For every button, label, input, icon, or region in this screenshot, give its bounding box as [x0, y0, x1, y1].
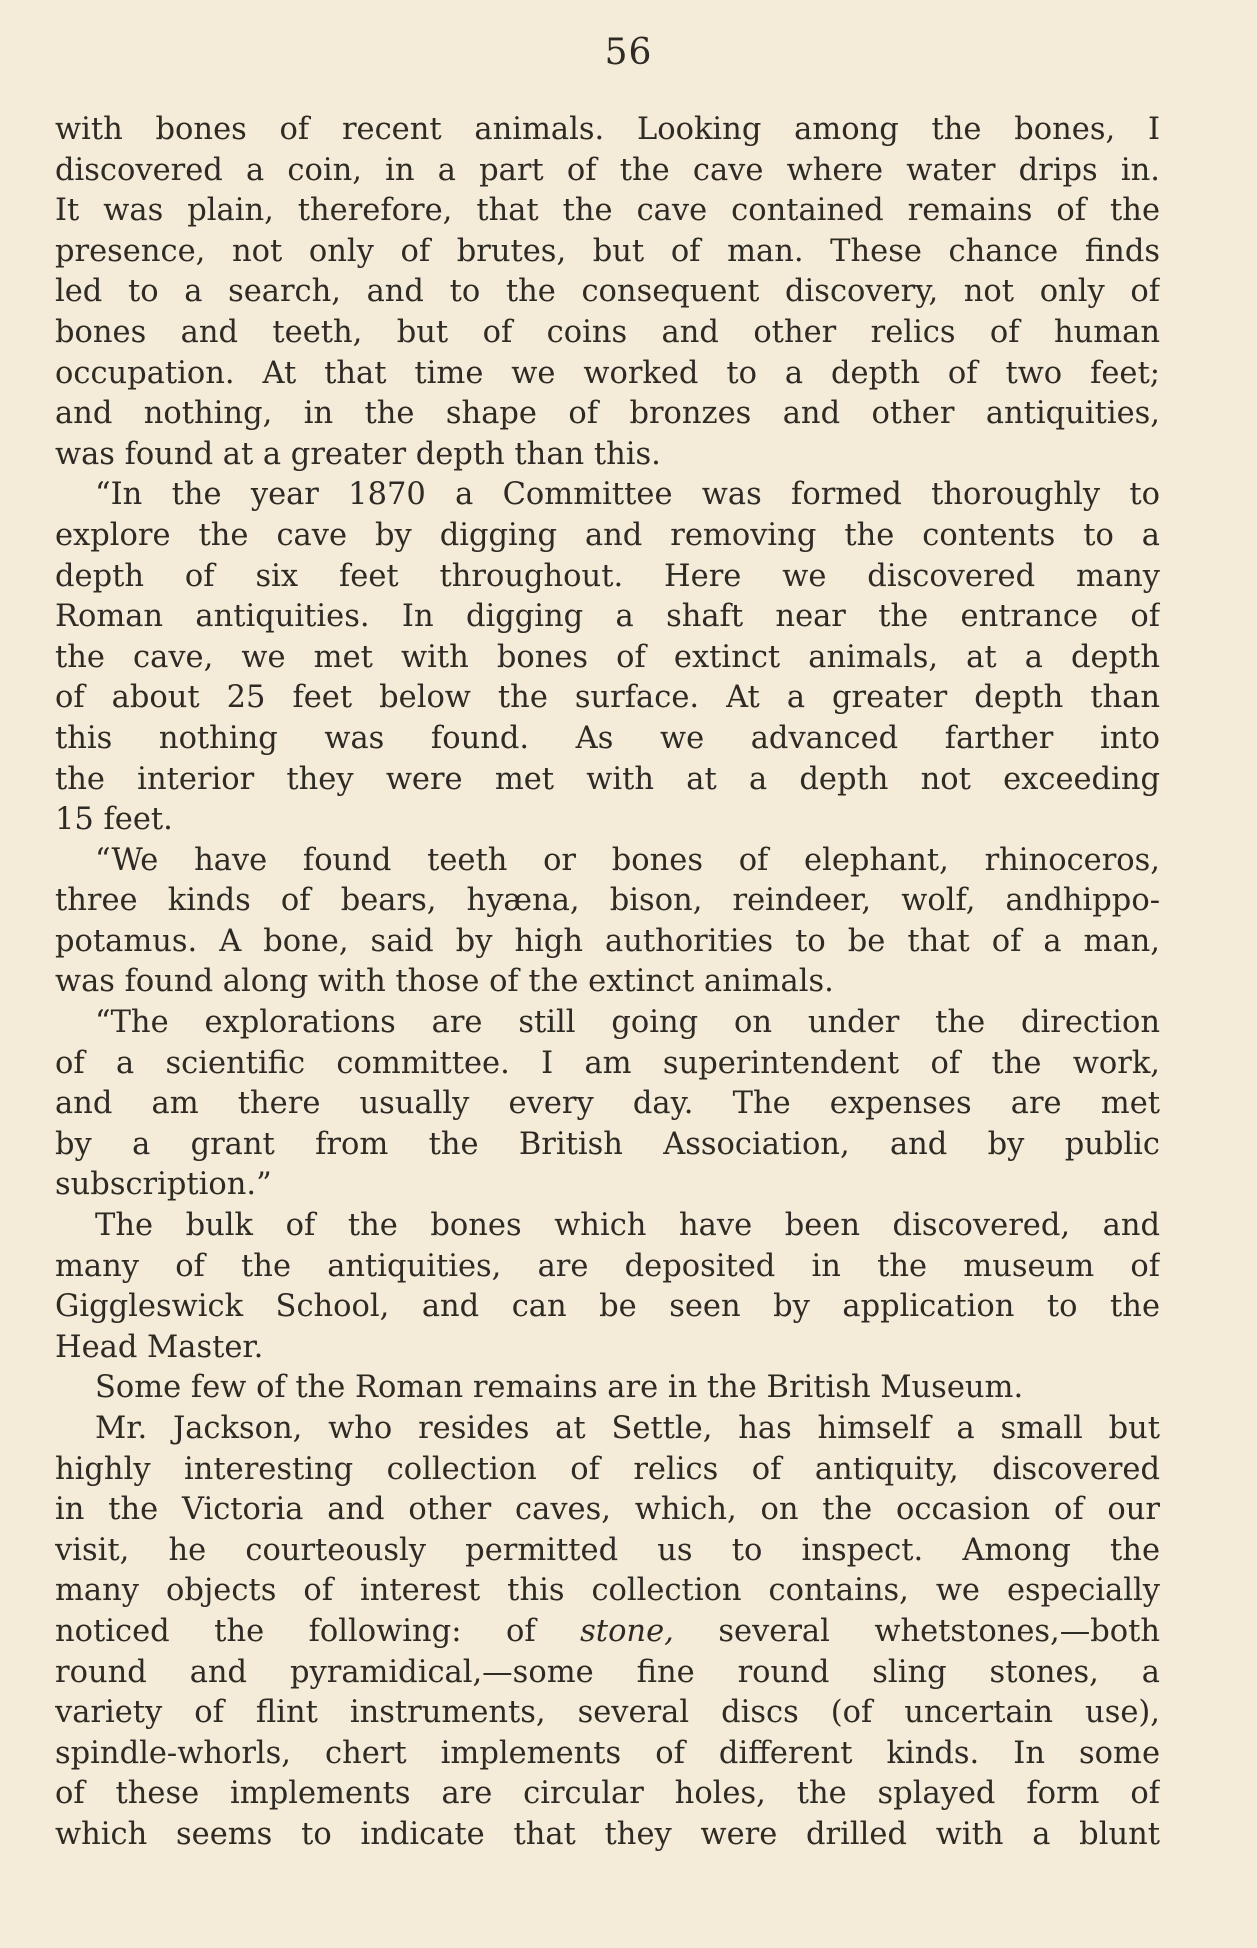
text-line: “In the year 1870 a Committee was formed thoroughly to: [95, 477, 1160, 513]
text-line: highly interesting collection of relics of antiquity, discovered: [55, 1451, 1160, 1487]
body-text: [55, 110, 1160, 1856]
text-line: “We have found teeth or bones of elephant, rhinoceros,: [95, 842, 1160, 878]
text-line: Roman antiquities. In digging a shaft near the entrance of: [55, 599, 1160, 635]
page-number: 56: [604, 32, 653, 73]
text-line: It was plain, therefore, that the cave contained remains of the: [55, 193, 1160, 229]
text-line: with bones of recent animals. Looking among the bones, I: [55, 112, 1160, 147]
text-line: Mr. Jackson, who resides at Settle, has himself a small but: [95, 1411, 1160, 1446]
text-line: [55, 1612, 1160, 1653]
text-line: the interior they were met with at a depth not exceeding: [55, 761, 1160, 797]
text-segment: noticed the following: of: [55, 1613, 581, 1649]
text-line: of these implements are circular holes, the splayed form of: [55, 1776, 1160, 1812]
text-line: spindle-whorls, chert implements of different kinds. In some: [55, 1735, 1160, 1771]
text-line: Some few of the Roman remains are in the British Museum.: [95, 1370, 1024, 1406]
text-line: and am there usually every day. The expenses are met: [55, 1086, 1160, 1122]
text-line: three kinds of bears, hyæna, bison, reindeer, wolf, andhippo-: [55, 883, 1160, 919]
text-line: visit, he courteously permitted us to inspect. Among the: [55, 1532, 1160, 1568]
text-line: Giggleswick School, and can be seen by application to the: [55, 1289, 1160, 1325]
text-line: by a grant from the British Association, and by public: [55, 1126, 1160, 1162]
text-line: explore the cave by digging and removing the contents to a: [55, 517, 1160, 553]
text-line: subscription.”: [55, 1167, 272, 1203]
text-line: many of the antiquities, are deposited in the museum of: [55, 1248, 1160, 1284]
text-line: The bulk of the bones which have been discovered, and: [95, 1208, 1160, 1244]
text-line: the cave, we met with bones of extinct animals, at a depth: [55, 639, 1160, 675]
text-line: Head Master.: [55, 1329, 264, 1365]
text-line: many objects of interest this collection contains, we especially: [55, 1573, 1160, 1609]
text-line: 15 feet.: [55, 802, 173, 838]
text-line: variety of flint instruments, several discs (of uncertain use),: [55, 1695, 1160, 1731]
text-line: occupation. At that time we worked to a depth of two feet;: [55, 355, 1160, 391]
text-line: was found along with those of the extinct animals.: [55, 964, 834, 1000]
text-line: led to a search, and to the consequent discovery, not only of: [55, 274, 1160, 310]
text-line: in the Victoria and other caves, which, on the occasion of our: [55, 1492, 1160, 1528]
text-segment: several whetstones,—both: [673, 1613, 1160, 1649]
text-line: which seems to indicate that they were drilled with a blunt: [55, 1816, 1160, 1852]
text-line: potamus. A bone, said by high authorities to be that of a man,: [55, 923, 1160, 959]
text-line: was found at a greater depth than this.: [55, 436, 661, 472]
text-line: depth of six feet throughout. Here we discovered many: [55, 558, 1160, 594]
text-line: round and pyramidical,—some fine round sling stones, a: [55, 1654, 1160, 1690]
italic-word: stone,: [580, 1613, 674, 1649]
text-line: and nothing, in the shape of bronzes and other antiquities,: [55, 396, 1160, 432]
text-line: presence, not only of brutes, but of man. These chance finds: [55, 233, 1160, 269]
text-line: of about 25 feet below the surface. At a greater depth than: [55, 680, 1160, 716]
text-line: “The explorations are still going on under the direction: [95, 1005, 1160, 1041]
text-line: of a scientific committee. I am superintendent of the work,: [55, 1045, 1160, 1081]
text-line: this nothing was found. As we advanced farther into: [55, 720, 1160, 756]
text-line: bones and teeth, but of coins and other relics of human: [55, 314, 1160, 350]
text-line: discovered a coin, in a part of the cave where water drips in.: [55, 152, 1160, 188]
